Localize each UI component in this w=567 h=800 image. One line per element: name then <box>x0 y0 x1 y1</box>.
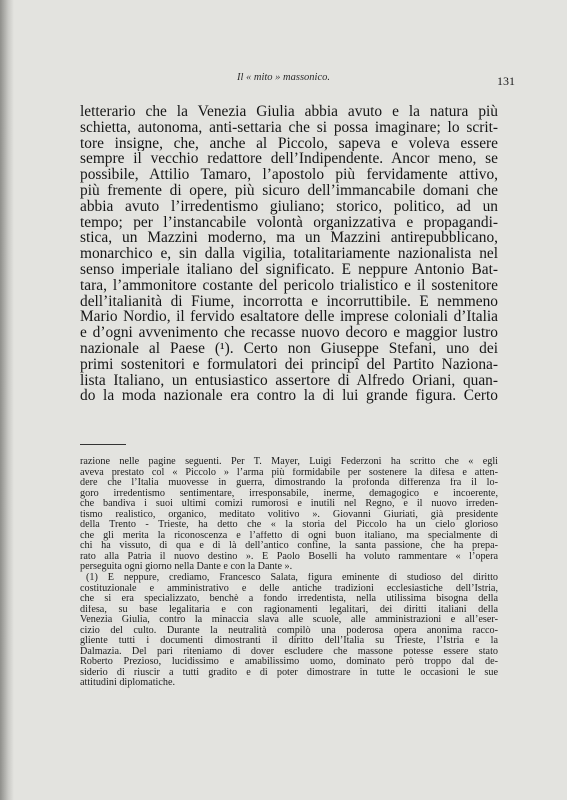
footnote-line: siderio di riuscir a tutti gradito e di poter dimostrare in tutte le occasioni le sue <box>80 667 498 678</box>
page-header <box>0 72 567 92</box>
body-line: tara, l’ammonitore costante del pericolo trialistico e il sostenitore <box>80 277 498 294</box>
footnote-line: costituzionale e amministrativo e delle antiche tradizioni ecclesiastiche dell’Istria, <box>80 583 498 594</box>
running-title: Il « mito » massonico. <box>236 72 331 83</box>
body-line: possibile, Attilio Tamaro, l’apostolo più fervidamente attivo, <box>80 167 498 183</box>
footnotes <box>80 457 498 689</box>
body-line: tempo; per l’instancabile volontà organizzativa e propagandi- <box>80 214 498 231</box>
footnote-line: cizio del culto. Durante la neutralità compilò una poderosa opera anonima racco- <box>80 625 498 636</box>
footnote-line: Venezia Giulia, contro la minaccia slava alle scuole, alle amministrazioni e all’eser- <box>80 615 498 626</box>
footnote-line: che gli merita la riconoscenza e l’affetto di ogni buon italiano, ma specialmente di <box>80 530 498 541</box>
main-text <box>80 104 498 404</box>
body-line: sempre il vecchio redattore dell’Indipendente. Ancor meno, se <box>80 151 498 168</box>
footnote-line: gliente tutti i documenti dimostranti il diritto dell’Italia su Trieste, l’Istria e la <box>80 636 498 647</box>
footnote-line: che bandiva i suoi ultimi comizi rumorosi e inutili nel Regno, e il nuovo irreden- <box>80 499 498 510</box>
body-line: primi sostenitori e formulatori dei principî del Partito Naziona- <box>80 356 498 373</box>
body-line: abbia avuto l’irredentismo giuliano; storico, politico, ad un <box>80 198 498 215</box>
page-gutter-shadow <box>0 0 14 800</box>
body-line: stica, un Mazzini moderno, ma un Mazzini antirepubblicano, <box>80 230 498 247</box>
footnote-line: che si era specializzato, benchè a fondo irredentista, nella utilissima bisogna della <box>80 594 498 605</box>
page-number: 131 <box>497 74 515 88</box>
body-line: Mario Nordio, il fervido esaltatore delle imprese coloniali d’Italia <box>80 309 498 326</box>
body-line: monarchico e, sin dalla vigilia, totalitariamente nazionalista nel <box>80 246 498 262</box>
body-line: schietta, autonoma, anti-settaria che si possa imaginare; lo scrit- <box>80 119 498 136</box>
footnote-line: chi ha vissuto, di qua e di là dell’antico confine, la santa passione, che ha prepa- <box>80 541 498 552</box>
footnote-rule <box>80 444 126 445</box>
footnote-line: rato alla Patria il nuovo destino ». E Paolo Boselli ha voluto rammentare « l’opera <box>80 551 498 562</box>
body-line: lista Italiano, un entusiastico assertore di Alfredo Oriani, quan- <box>80 372 498 389</box>
footnote-line: della Trento - Trieste, ha detto che « la storia del Piccolo ha un cielo glorioso <box>80 520 498 531</box>
body-line: letterario che la Venezia Giulia abbia avuto e la natura più <box>80 104 498 120</box>
body-line: nazionale al Paese (¹). Certo non Giuseppe Stefani, uno dei <box>80 340 498 357</box>
footnote-line: Roberto Prezioso, lucidissimo e amabilissimo uomo, dominato però troppo dal de- <box>80 657 498 668</box>
footnote-line: goro irredentismo sentimentare, irresponsabile, inerme, demagogico e incoerente, <box>80 488 498 499</box>
footnote-line: dere che l’Italia muovesse in guerra, dimostrando la profonda differenza fra il lo- <box>80 478 498 489</box>
footnote-line: Dalmazia. Del pari riteniamo di dover escludere che massone potesse essere stato <box>80 646 498 657</box>
footnote-line: attitudini diplomatiche. <box>80 678 176 689</box>
body-line: do la moda nazionale era contro la di lui grande figura. Certo <box>80 388 498 405</box>
body-line: tore insigne, che, anche al Piccolo, sapeva e voleva essere <box>80 135 498 152</box>
footnote-line: aveva prestato col « Piccolo » l’arma più formidabile per sostenere la difesa e atten- <box>80 467 498 478</box>
footnote-line: tismo realistico, organico, meditato volitivo ». Giovanni Giuriati, già presidente <box>80 509 498 520</box>
footnote-line: perseguita ogni giorno nella Dante e con la Dante ». <box>80 562 293 573</box>
footnote-line: (1) E neppure, crediamo, Francesco Salata, figura eminente di studioso del diritto <box>86 573 498 584</box>
footnote-line: razione nelle pagine seguenti. Per T. Mayer, Luigi Federzoni ha scritto che « egli <box>80 457 498 467</box>
body-line: dell’italianità di Fiume, incorrotta e incorruttibile. E nemmeno <box>80 293 498 310</box>
footnote-line: difesa, su base legalitaria e con ragionamenti legalitari, dei diritti italiani della <box>80 604 498 615</box>
body-line: e d’ogni avvenimento che recasse nuovo decoro e maggior lustro <box>80 325 498 341</box>
body-line: più fremente di opere, più sicuro dell’immancabile domani che <box>80 182 498 199</box>
body-line: senso imperiale italiano del significato. E neppure Antonio Bat- <box>80 261 498 278</box>
